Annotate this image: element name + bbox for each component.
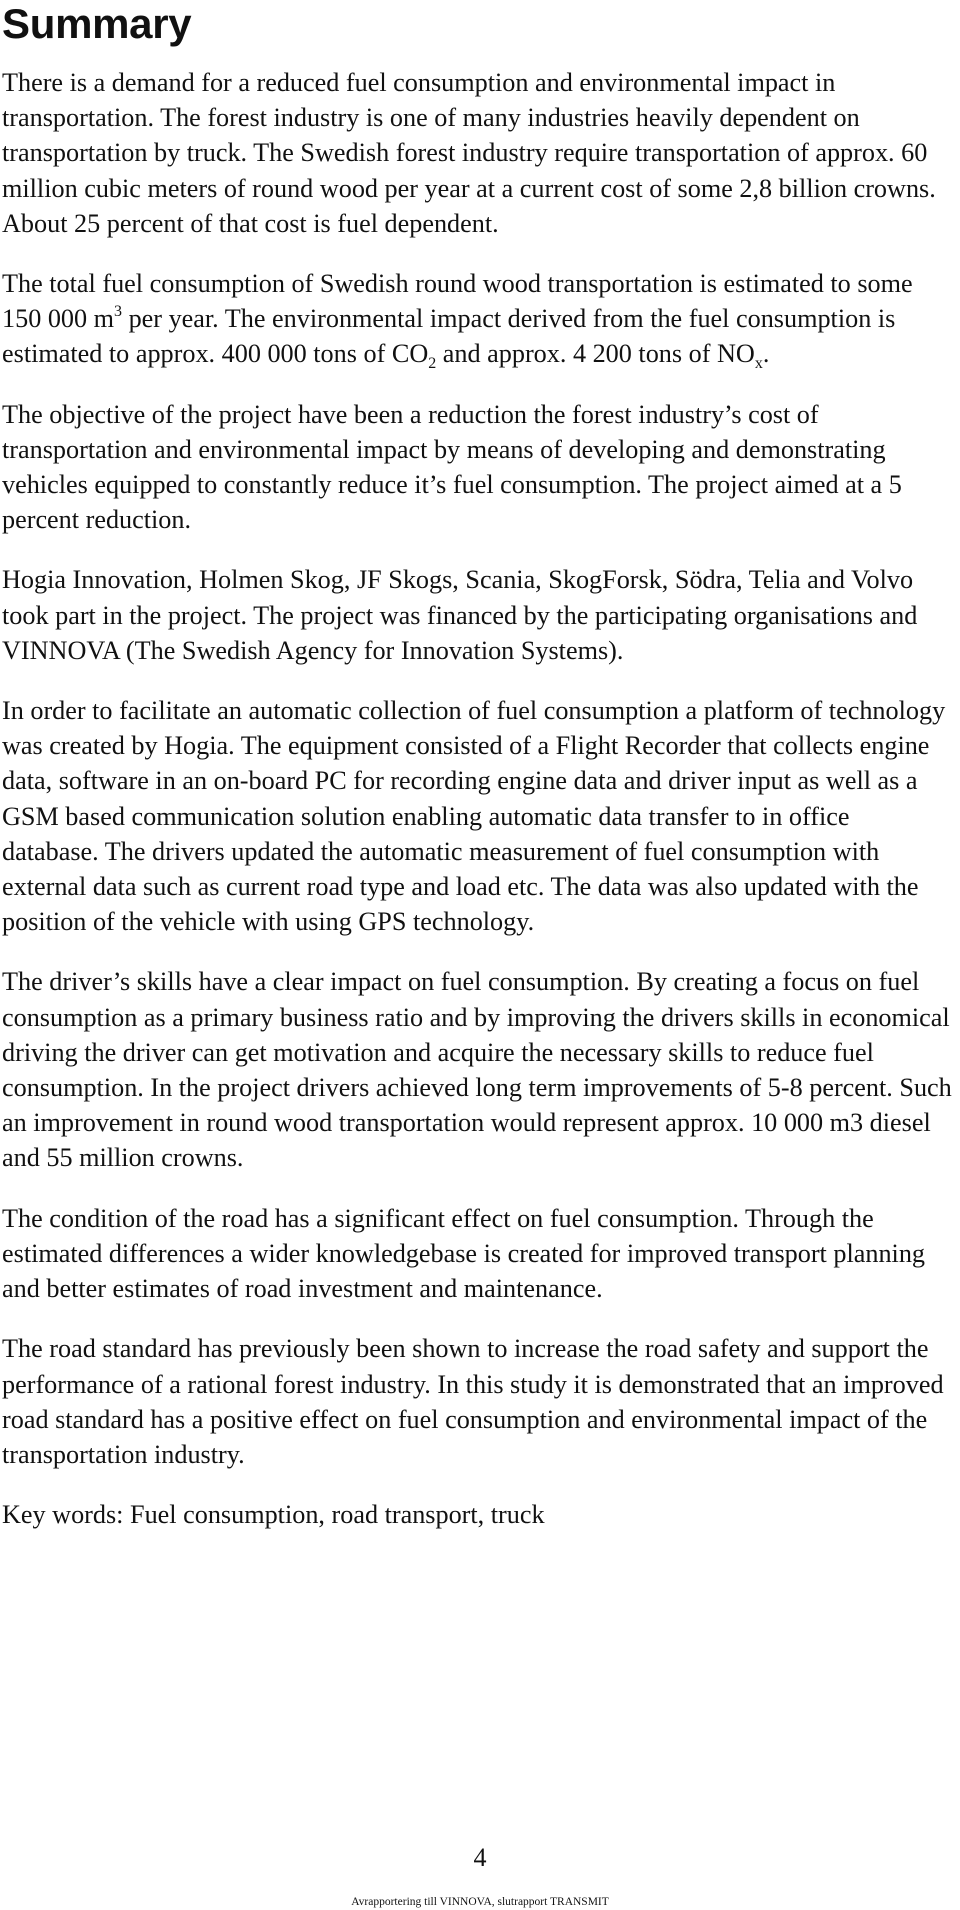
page-title: Summary bbox=[2, 0, 192, 47]
paragraph-objective: The objective of the project have been a reduction the forest industry’s cost of transportation and environmental impact by means of developing and demonstrating vehicles equipped to constantly reduce it’s fuel consumption. The project aimed at a 5 percent reduction. bbox=[2, 399, 902, 535]
keywords: Key words: Fuel consumption, road transport, truck bbox=[2, 1500, 545, 1530]
paragraph-fuel-estimate-part-c: and approx. 4 200 tons of NO bbox=[436, 339, 755, 369]
paragraph-fuel-estimate-part-b: per year. The environmental impact derived from the fuel consumption is estimated to approx. 400 000 tons of CO bbox=[2, 304, 896, 369]
paragraph-driver-skills: The driver’s skills have a clear impact on fuel consumption. By creating a focus on fuel consumption as a primary business ratio and by improving the drivers skills in economical driving the driver can get motivation and acquire the necessary skills to reduce fuel consumption. In the project drivers achieved long term improvements of 5-8 percent. Such an improvement in round wood transportation would represent approx. 10 000 m3 diesel and 55 million crowns. bbox=[2, 967, 952, 1173]
superscript-cubic: 3 bbox=[114, 303, 123, 321]
page-number: 4 bbox=[473, 1843, 487, 1872]
paragraph-technology-platform: In order to facilitate an automatic collection of fuel consumption a platform of technology was created by Hogia. The equipment consisted of a Flight Recorder that collects engine data, software in an on-board PC for recording engine data and driver input as well as a GSM based communication solution enabling automatic data transfer to in office database. The drivers updated the automatic measurement of fuel consumption with external data such as current road type and load etc. The data was also updated with the position of the vehicle with using GPS technology. bbox=[2, 696, 946, 937]
paragraph-road-condition: The condition of the road has a significant effect on fuel consumption. Through the estimated differences a wider knowledgebase is created for improved transport planning and better estimates of road investment and maintenance. bbox=[2, 1203, 926, 1304]
paragraph-fuel-estimate bbox=[2, 266, 952, 372]
paragraph-demand: There is a demand for a reduced fuel consumption and environmental impact in transportation. The forest industry is one of many industries heavily dependent on transportation by truck. The Swedish forest industry require transportation of approx. 60 million cubic meters of round wood per year at a current cost of some 2,8 billion crowns. About 25 percent of that cost is fuel dependent. bbox=[2, 68, 936, 238]
paragraph-fuel-estimate-part-d: . bbox=[762, 339, 770, 369]
paragraph-fuel-estimate-part-a: The total fuel consumption of Swedish round wood transportation is estimated to some 150 000 m bbox=[2, 269, 913, 334]
paragraph-participants: Hogia Innovation, Holmen Skog, JF Skogs, Scania, SkogForsk, Södra, Telia and Volvo took part in the project. The project was financed by the participating organisations and VINNOVA (The Swedish Agency for Innovation Systems). bbox=[2, 565, 918, 665]
subscript-co2: 2 bbox=[428, 355, 437, 373]
subscript-nox: x bbox=[754, 355, 763, 373]
footer-note: Avrapportering till VINNOVA, slutrapport TRANSMIT bbox=[351, 1896, 609, 1908]
paragraph-road-standard: The road standard has previously been shown to increase the road safety and support the performance of a rational forest industry. In this study it is demonstrated that an improved road standard has a positive effect on fuel consumption and environmental impact of the transportation industry. bbox=[2, 1334, 944, 1469]
